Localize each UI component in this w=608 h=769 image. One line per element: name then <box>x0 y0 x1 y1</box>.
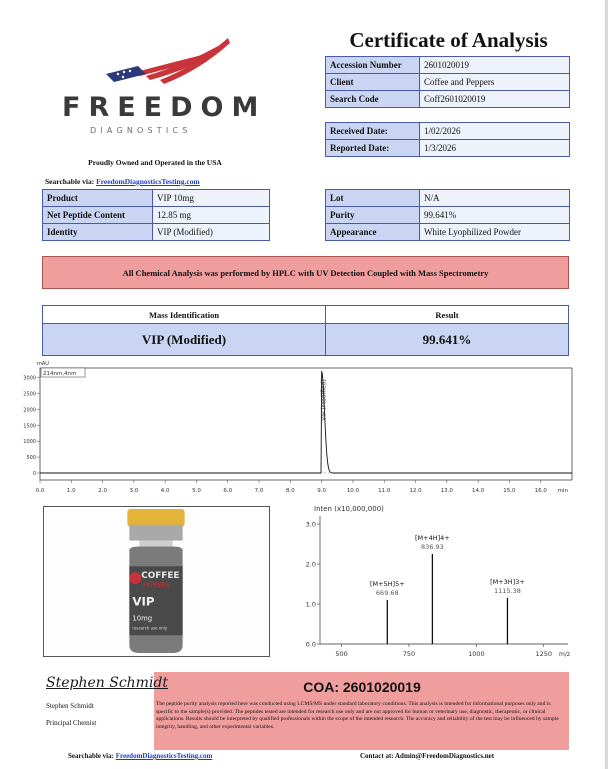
row-value: 2601020019 <box>420 57 570 74</box>
signer-role: Principal Chemist <box>46 719 97 727</box>
result-header: Result <box>326 306 569 324</box>
x-tick-label: 7.0 <box>254 488 264 494</box>
row-value: 1/3/2026 <box>420 140 570 157</box>
x-unit-label: min <box>557 488 568 494</box>
row-label: Client <box>326 74 420 91</box>
table-row <box>326 74 570 91</box>
row-label: Search Code <box>326 91 420 108</box>
table-row <box>326 140 570 157</box>
signature-panel <box>42 672 169 750</box>
row-value: N/A <box>420 190 570 207</box>
row-label: Accession Number <box>326 57 420 74</box>
lot-table <box>325 189 570 241</box>
row-value: White Lyophilized Powder <box>420 224 570 241</box>
product-table <box>42 189 270 241</box>
x-tick-label: 4.0 <box>160 488 170 494</box>
row-label: Reported Date: <box>326 140 420 157</box>
ms-x-tick-label: 1000 <box>468 650 485 658</box>
table-row <box>43 207 270 224</box>
x-tick-label: 5.0 <box>192 488 201 494</box>
ms-y-tick-label: 0.0 <box>305 640 316 649</box>
vial-note: research use only <box>132 625 168 631</box>
x-tick-label: 9.0 <box>317 488 327 494</box>
vial-product: VIP <box>132 594 155 609</box>
ms-y-tick-label: 3.0 <box>305 520 316 529</box>
row-value: Coff2601020019 <box>420 91 570 108</box>
accession-table <box>325 56 570 108</box>
method-banner: All Chemical Analysis was performed by HPLC with UV Detection Coupled with Mass Spectrometry <box>42 256 569 289</box>
logo-subtitle: DIAGNOSTICS <box>90 126 192 135</box>
chromatogram-frame <box>40 368 572 480</box>
ms-x-tick-label: 750 <box>402 650 416 658</box>
row-value: Coffee and Peppers <box>420 74 570 91</box>
searchable-line <box>45 177 200 186</box>
page-title: Certificate of Analysis <box>349 28 548 52</box>
row-value: VIP 10mg <box>153 190 270 207</box>
row-value: 1/02/2026 <box>420 123 570 140</box>
x-tick-label: 10.0 <box>346 488 360 494</box>
ms-peak-ion-label: [M+3H]3+ <box>490 578 525 586</box>
dates-table <box>325 122 570 157</box>
footer-contact[interactable]: Contact at: Admin@FreedomDiagnostics.net <box>360 752 495 760</box>
x-tick-label: 6.0 <box>223 488 233 494</box>
ms-peak-ion-label: [M+5H]5+ <box>369 580 405 588</box>
ms-title: Inten (x10,000,000) <box>314 505 384 513</box>
mass-identification-header: Mass Identification <box>43 306 326 324</box>
vial-crimp <box>129 525 182 541</box>
footer-searchable-link[interactable]: FreedomDiagnosticsTesting.com <box>115 752 213 760</box>
ms-peak-mz-label: 1115.38 <box>494 587 521 595</box>
row-label: Appearance <box>326 224 420 241</box>
row-label: Purity <box>326 207 420 224</box>
ms-y-tick-label: 2.0 <box>305 560 316 569</box>
ms-x-tick-label: 500 <box>335 650 348 658</box>
row-value: 99.641% <box>420 207 570 224</box>
row-value: 12.85 mg <box>153 207 270 224</box>
table-header-row <box>43 306 569 324</box>
mass-identification-value: VIP (Modified) <box>43 324 326 356</box>
x-tick-label: 3.0 <box>129 488 139 494</box>
signature-band <box>42 672 569 750</box>
footer-searchable <box>68 752 212 760</box>
logo-wordmark: FREEDOM <box>62 92 267 123</box>
footer-searchable-label: Searchable via: <box>68 752 114 760</box>
mass-spectrum-chart <box>300 502 582 665</box>
handwritten-signature: Stephen Schmidt <box>46 675 169 691</box>
hplc-chromatogram <box>22 360 582 502</box>
ms-peak-ion-label: [M+4H]4+ <box>415 534 450 542</box>
y-tick-label: 2000 <box>23 407 36 414</box>
searchable-link[interactable]: FreedomDiagnosticsTesting.com <box>96 177 200 186</box>
y-tick-label: 3000 <box>23 375 36 382</box>
ms-x-unit: m/z <box>558 651 570 658</box>
flag-swoosh-icon <box>106 36 236 86</box>
table-row <box>326 91 570 108</box>
result-value: 99.641% <box>326 324 569 356</box>
product-photo-frame <box>43 506 270 657</box>
x-tick-label: 1.0 <box>66 488 76 494</box>
row-label: Lot <box>326 190 420 207</box>
x-tick-label: 16.0 <box>534 488 547 494</box>
channel-label: 214nm,4nm <box>43 371 77 377</box>
y-tick-label: 500 <box>26 455 36 462</box>
table-row <box>43 190 270 207</box>
vial-brand-line1: COFFEE <box>141 571 180 582</box>
x-tick-label: 8.0 <box>285 488 295 494</box>
table-row <box>326 207 570 224</box>
x-tick-label: 14.0 <box>471 488 485 494</box>
row-label: Identity <box>43 224 153 241</box>
ms-peak-mz-label: 669.68 <box>375 589 399 597</box>
mass-result-table <box>42 305 569 356</box>
table-row <box>326 224 570 241</box>
y-tick-label: 0 <box>32 471 36 477</box>
coa-number: COA: 2601020019 <box>303 679 421 695</box>
table-row <box>326 190 570 207</box>
row-value: VIP (Modified) <box>153 224 270 241</box>
y-tick-label: 1000 <box>23 439 36 446</box>
vial-cap <box>127 509 184 527</box>
x-tick-label: 13.0 <box>440 488 453 494</box>
y-tick-label: 2500 <box>23 391 36 398</box>
vial-image <box>44 507 269 656</box>
ms-peak-mz-label: 836.93 <box>421 543 444 551</box>
vial-dose: 10mg <box>132 614 153 623</box>
tagline: Proudly Owned and Operated in the USA <box>88 158 222 167</box>
ms-x-tick-label: 1250 <box>535 650 553 658</box>
peak-label: VIP (Modified) <box>320 379 328 421</box>
disclaimer-text: The peptide purity analysis reported here was conducted using LCMS/MS under standard laboratory conditions. This analysis is intended for informational purposes only and is specific to the sample(s) provided. The peptides tested are intended for research use only and are not approved for human or veterinary use, diagnostic, therapeutic, or clinical applications. Results should be interpreted by qualified professionals within the scope of the intended research. The accuracy and reliability of the test may be influenced by sample integrity, handling, and other experimental variables. <box>156 701 559 730</box>
y-unit-label: mAU <box>37 361 49 367</box>
table-row <box>43 324 569 356</box>
searchable-label: Searchable via: <box>45 177 95 186</box>
ms-y-tick-label: 1.0 <box>305 600 316 609</box>
y-tick-label: 1500 <box>23 423 36 430</box>
x-tick-label: 15.0 <box>503 488 516 494</box>
vial-brand-line2: PEPPERS <box>143 582 170 589</box>
signer-name: Stephen Schmidt <box>46 702 94 710</box>
x-tick-label: 11.0 <box>378 488 391 494</box>
x-tick-label: 2.0 <box>98 488 107 494</box>
table-row <box>43 224 270 241</box>
row-label: Received Date: <box>326 123 420 140</box>
x-tick-label: 0.0 <box>35 488 45 494</box>
row-label: Product <box>43 190 153 207</box>
table-row <box>326 57 570 74</box>
x-tick-label: 12.0 <box>409 488 422 494</box>
table-row <box>326 123 570 140</box>
row-label: Net Peptide Content <box>43 207 153 224</box>
